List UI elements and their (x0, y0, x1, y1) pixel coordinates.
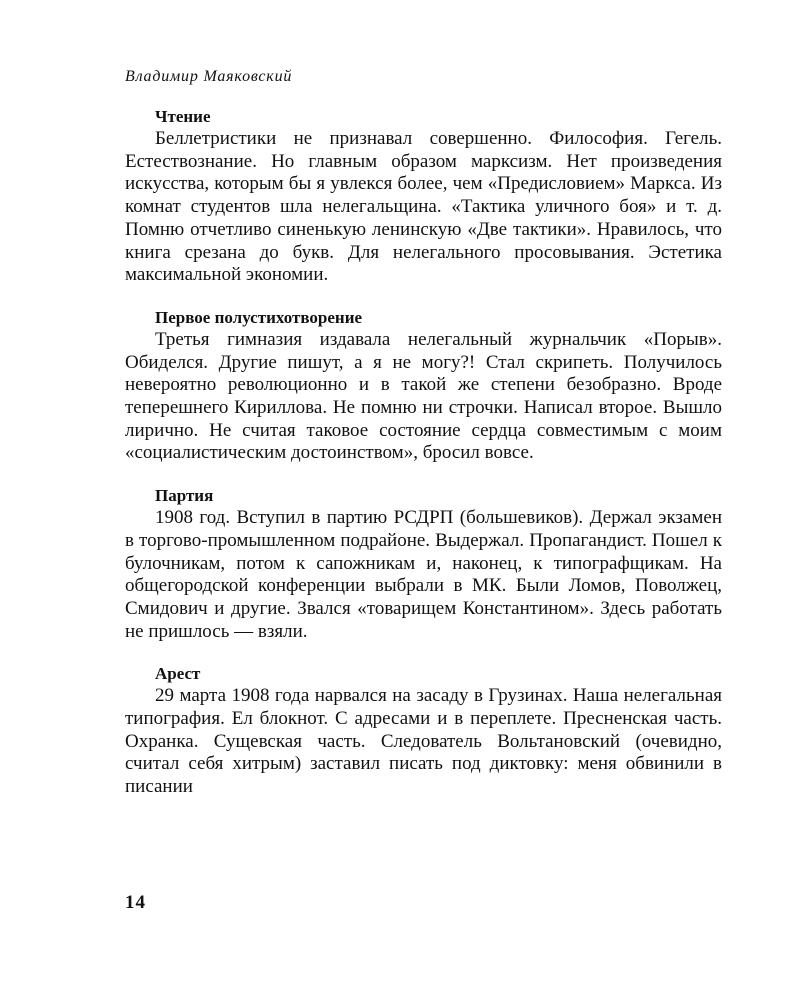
section-paragraph: Третья гимназия издавала нелегальный журнальчик «Порыв». Обиделся. Другие пишут, а я не могу?! Стал скрипеть. Получилось невероятно революционно и в такой же степени безобразно. Вроде теперешнего Кириллова. Не помню ни строчки. Написал второе. Вышло лирично. Не считая таковое состояние сердца совместимым с моим «социалистическим достоинством», бросил вовсе. (125, 328, 722, 464)
book-page (125, 66, 722, 819)
section-heading: Партия (155, 486, 214, 506)
section-heading: Чтение (155, 107, 211, 126)
section-paragraph: 1908 год. Вступил в партию РСДРП (большевиков). Держал экзамен в торгово-промышленном подрайоне. Выдержал. Пропагандист. Пошел к булочникам, потом к сапожникам и, наконец, к типографщикам. На общегородской конференции выбрали в МК. Были Ломов, Поволжец, Смидович и другие. Звался «товарищем Константином». Здесь работать не пришлось — взяли. (125, 507, 722, 642)
section-arrest (125, 663, 722, 799)
section-heading: Арест (155, 664, 201, 684)
section-party (125, 485, 722, 643)
section-paragraph: Беллетристики не признавал совершенно. Философия. Гегель. Естествознание. Но главным образом марксизм. Нет произведения искусства, которым бы я увлекся более, чем «Предисловием» Маркса. Из комнат студентов шла нелегальщина. «Тактика уличного боя» и т. д. Помню отчетливо синенькую ленинскую «Две тактики». Нравилось, что книга срезана до букв. Для нелегального просовывания. Эстетика максимальной экономии. (125, 128, 722, 286)
section-paragraph: 29 марта 1908 года нарвался на засаду в Грузинах. Наша нелегальная типография. Ел блокнот. С адресами и в переплете. Пресненская часть. Охранка. Сущевская часть. Следователь Вольтановский (очевидно, считал себя хитрым) заставил писать под диктовку: меня обвинили в писании (125, 685, 722, 798)
page-number: 14 (125, 892, 146, 913)
running-head-author: Владимир Маяковский (125, 68, 293, 85)
section-first-half-poem (125, 307, 722, 465)
section-heading: Первое полустихотворение (155, 307, 363, 327)
section-reading (125, 106, 722, 287)
